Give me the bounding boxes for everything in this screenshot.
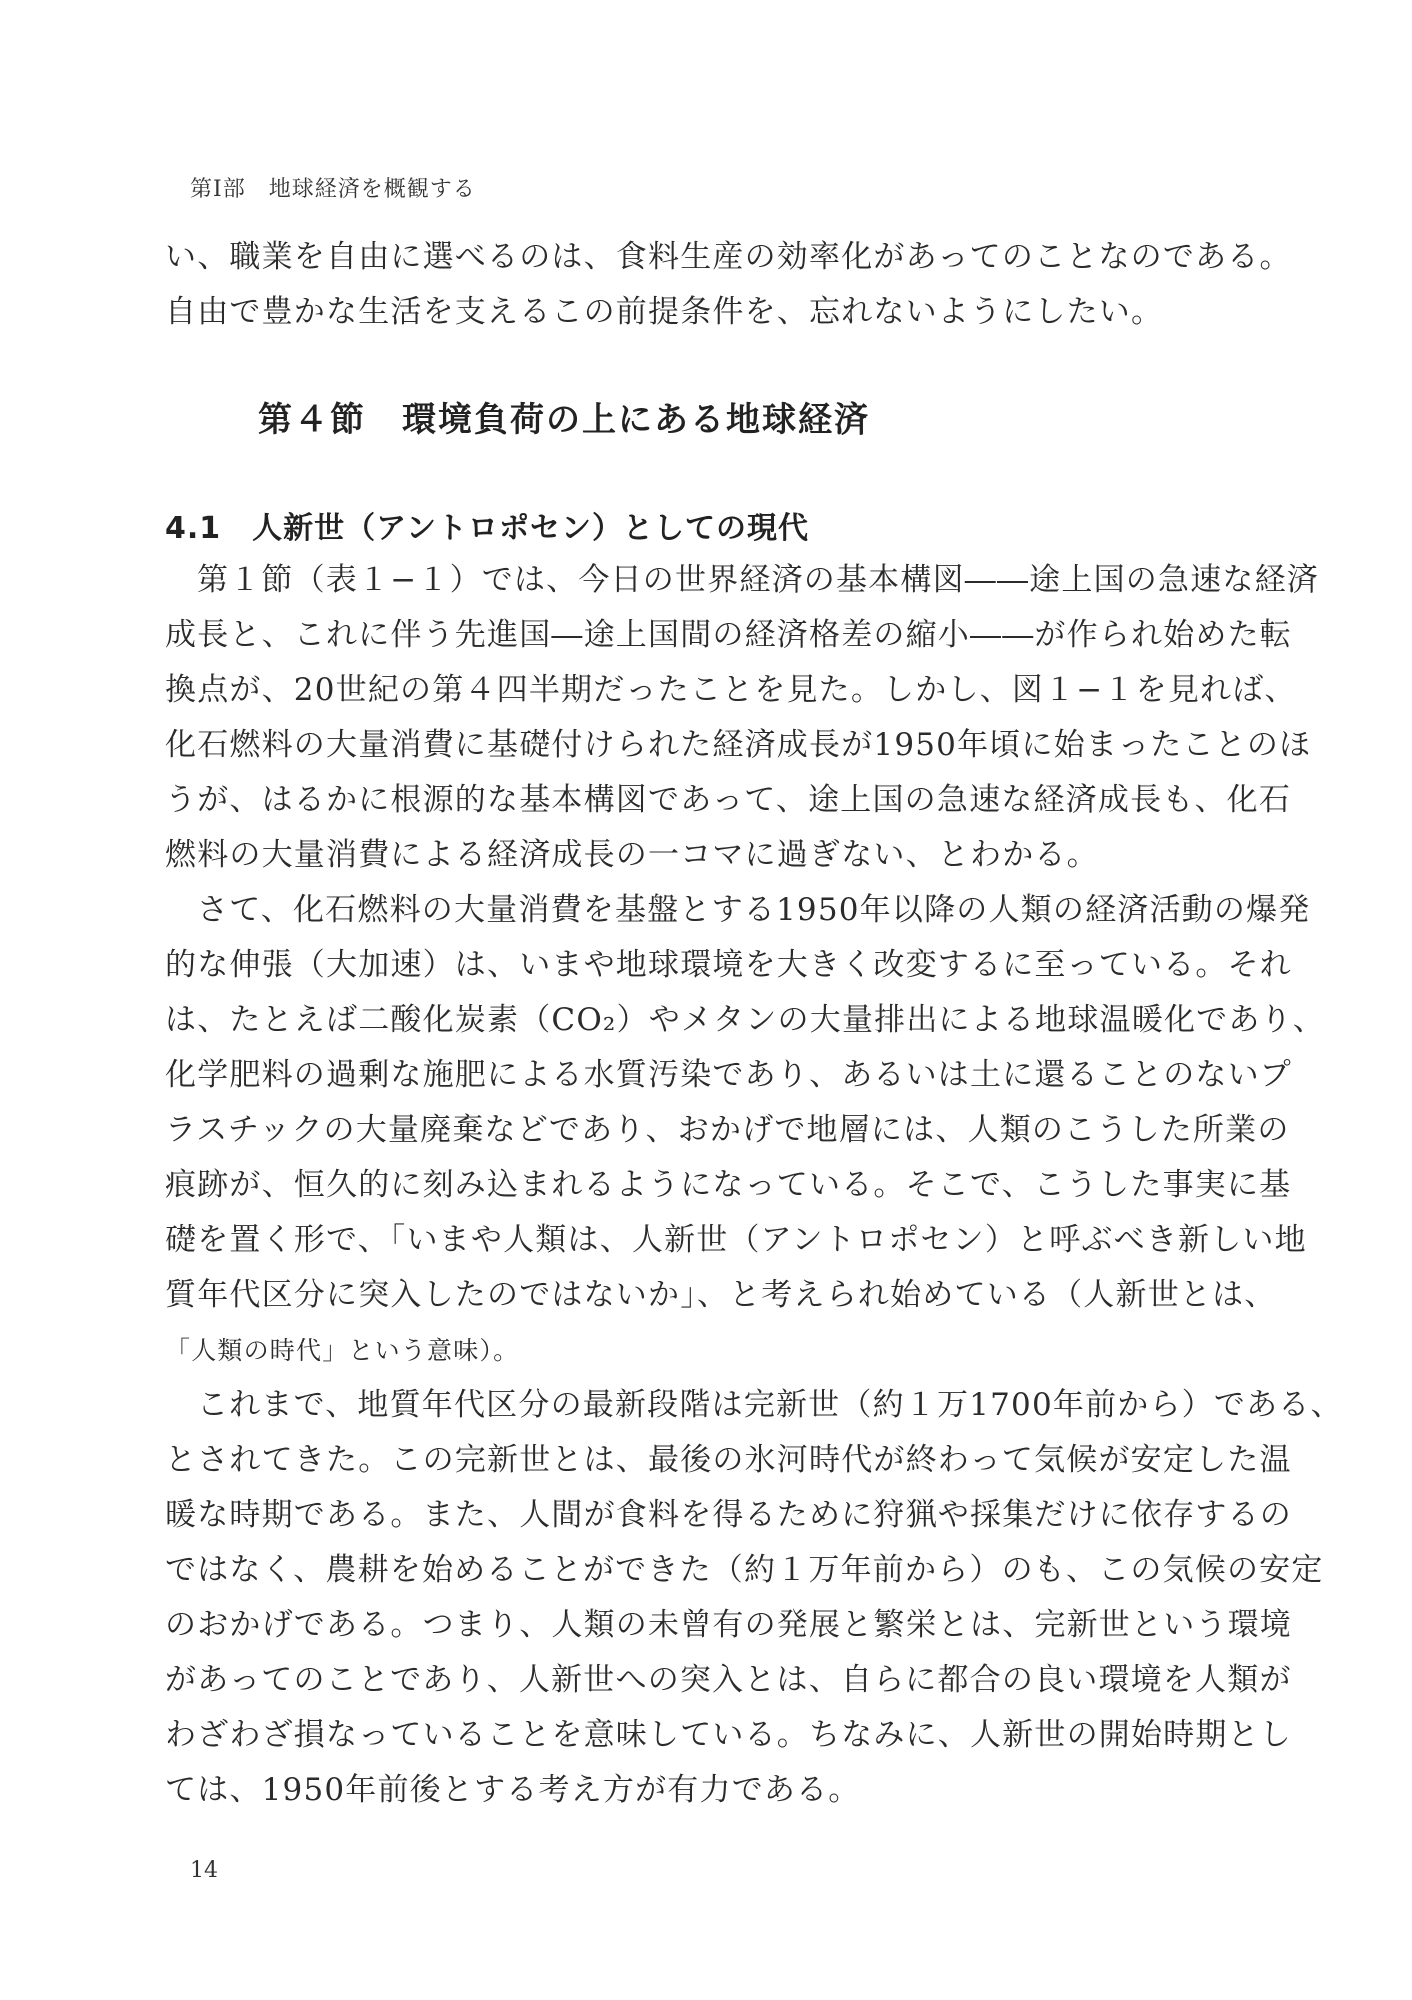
text-line: 「人類の時代」という意味）。 — [165, 1336, 520, 1365]
text-line: とされてきた。この完新世とは、最後の氷河時代が終わって気候が安定した温 — [165, 1442, 1292, 1478]
text-line: 成長と、これに伴う先進国―途上国間の経済格差の縮小――が作られ始めた転 — [165, 617, 1292, 653]
text-line: 化石燃料の大量消費に基礎付けられた経済成長が1950年頃に始まったことのほ — [165, 727, 1312, 763]
text-line: があってのことであり、人新世への突入とは、自らに都合の良い環境を人類が — [165, 1662, 1292, 1698]
text-line: 燃料の大量消費による経済成長の一コマに過ぎない、とわかる。 — [165, 837, 1099, 873]
paragraph-2 — [165, 883, 1325, 1378]
text-line: 第１節（表１−１）では、今日の世界経済の基本構図――途上国の急速な経済 — [197, 562, 1319, 598]
section-title: 第４節 環境負荷の上にある地球経済 — [258, 400, 870, 440]
text-line: 暖な時期である。また、人間が食料を得るために狩猟や採集だけに依存するの — [165, 1497, 1292, 1533]
text-line: のおかげである。つまり、人類の未曾有の発展と繁栄とは、完新世という環境 — [165, 1607, 1292, 1643]
subsection-title: 4.1 人新世（アントロポセン）としての現代 — [165, 511, 809, 546]
text-line: これまで、地質年代区分の最新段階は完新世（約１万1700年前から）である、 — [197, 1387, 1343, 1423]
text-line: 痕跡が、恒久的に刻み込まれるようになっている。そこで、こうした事実に基 — [165, 1167, 1292, 1203]
text-line: 化学肥料の過剰な施肥による水質汚染であり、あるいは土に還ることのないプ — [165, 1057, 1292, 1093]
page-number: 14 — [190, 1858, 218, 1883]
text-line: い、職業を自由に選べるのは、食料生産の効率化があってのことなのである。 — [165, 239, 1292, 275]
paragraph-3 — [165, 1378, 1343, 1818]
text-line: 礎を置く形で、「いまや人類は、人新世（アントロポセン）と呼ぶべき新しい地 — [165, 1222, 1307, 1258]
text-line: 換点が、20世紀の第４四半期だったことを見た。しかし、図１−１を見れば、 — [165, 672, 1297, 708]
text-line: ではなく、農耕を始めることができた（約１万年前から）のも、この気候の安定 — [165, 1552, 1324, 1588]
text-line: ラスチックの大量廃棄などであり、おかげで地層には、人類のこうした所業の — [165, 1112, 1290, 1148]
text-line: 的な伸張（大加速）は、いまや地球環境を大きく改変するに至っている。それ — [165, 947, 1292, 983]
text-line: さて、化石燃料の大量消費を基盤とする1950年以降の人類の経済活動の爆発 — [197, 892, 1311, 928]
text-line: は、たとえば二酸化炭素（CO₂）やメタンの大量排出による地球温暖化であり、 — [165, 1002, 1325, 1038]
paragraph-1 — [165, 553, 1319, 883]
text-line: 質年代区分に突入したのではないか」、と考えられ始めている（人新世とは、 — [165, 1277, 1277, 1313]
text-line: 自由で豊かな生活を支えるこの前提条件を、忘れないようにしたい。 — [165, 294, 1164, 330]
text-line: わざわざ損なっていることを意味している。ちなみに、人新世の開始時期とし — [165, 1717, 1292, 1753]
intro-text — [165, 230, 1292, 340]
running-head: 第Ⅰ部 地球経済を概観する — [190, 177, 476, 202]
text-line: うが、はるかに根源的な基本構図であって、途上国の急速な経済成長も、化石 — [165, 782, 1292, 818]
text-line: ては、1950年前後とする考え方が有力である。 — [165, 1772, 861, 1808]
